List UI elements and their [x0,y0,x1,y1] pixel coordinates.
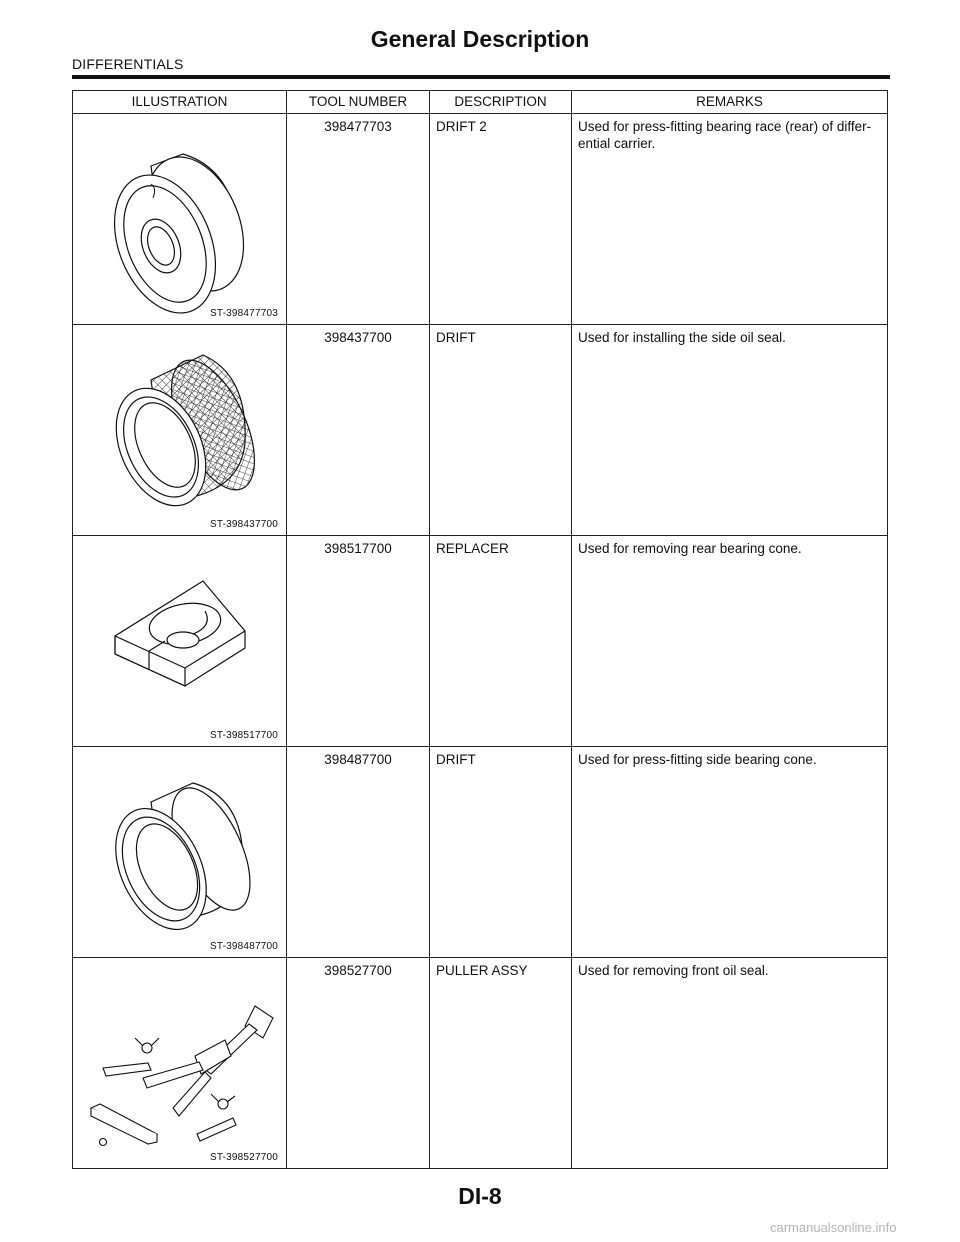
tool-description: DRIFT [430,325,572,536]
illustration-cell [73,114,287,325]
illustration-cell [73,958,287,1169]
illustration-caption: ST-398527700 [209,1152,278,1163]
drift2-illustration [73,114,287,320]
illustration-cell [73,536,287,747]
table-header-row [73,91,888,114]
drift-knurled-illustration [73,325,287,531]
tool-number: 398517700 [287,536,430,747]
table-row [73,114,888,325]
illustration-caption: ST-398487700 [209,941,278,952]
illustration-cell [73,747,287,958]
table-row [73,536,888,747]
tool-table [72,90,888,1169]
table-row [73,325,888,536]
header-rule [72,75,890,79]
drift-ring-illustration [73,747,287,953]
tool-description: DRIFT 2 [430,114,572,325]
puller-assy-illustration [73,958,287,1164]
tool-number: 398487700 [287,747,430,958]
tool-description: DRIFT [430,747,572,958]
tool-remarks: Used for removing rear bearing cone. [572,536,888,747]
tool-remarks: Used for press-fitting bearing race (rear) of differ- ential carrier. [572,114,888,325]
col-header-description: DESCRIPTION [430,91,572,114]
tool-number: 398437700 [287,325,430,536]
tool-remarks: Used for installing the side oil seal. [572,325,888,536]
replacer-illustration [73,536,287,742]
tool-remarks: Used for press-fitting side bearing cone. [572,747,888,958]
page-number: DI-8 [458,1183,502,1209]
col-header-remarks: REMARKS [572,91,888,114]
table-row [73,958,888,1169]
illustration-cell [73,325,287,536]
table-row [73,747,888,958]
tool-remarks: Used for removing front oil seal. [572,958,888,1169]
illustration-caption: ST-398437700 [209,519,278,530]
col-header-tool-number: TOOL NUMBER [287,91,430,114]
illustration-caption: ST-398477703 [209,308,278,319]
tool-number: 398527700 [287,958,430,1169]
watermark: carmanualsonline.info [770,1220,897,1235]
illustration-caption: ST-398517700 [209,730,278,741]
page-title: General Description [370,26,590,52]
tool-description: REPLACER [430,536,572,747]
tool-description: PULLER ASSY [430,958,572,1169]
section-label: DIFFERENTIALS [72,56,184,72]
col-header-illustration: ILLUSTRATION [73,91,287,114]
tool-number: 398477703 [287,114,430,325]
